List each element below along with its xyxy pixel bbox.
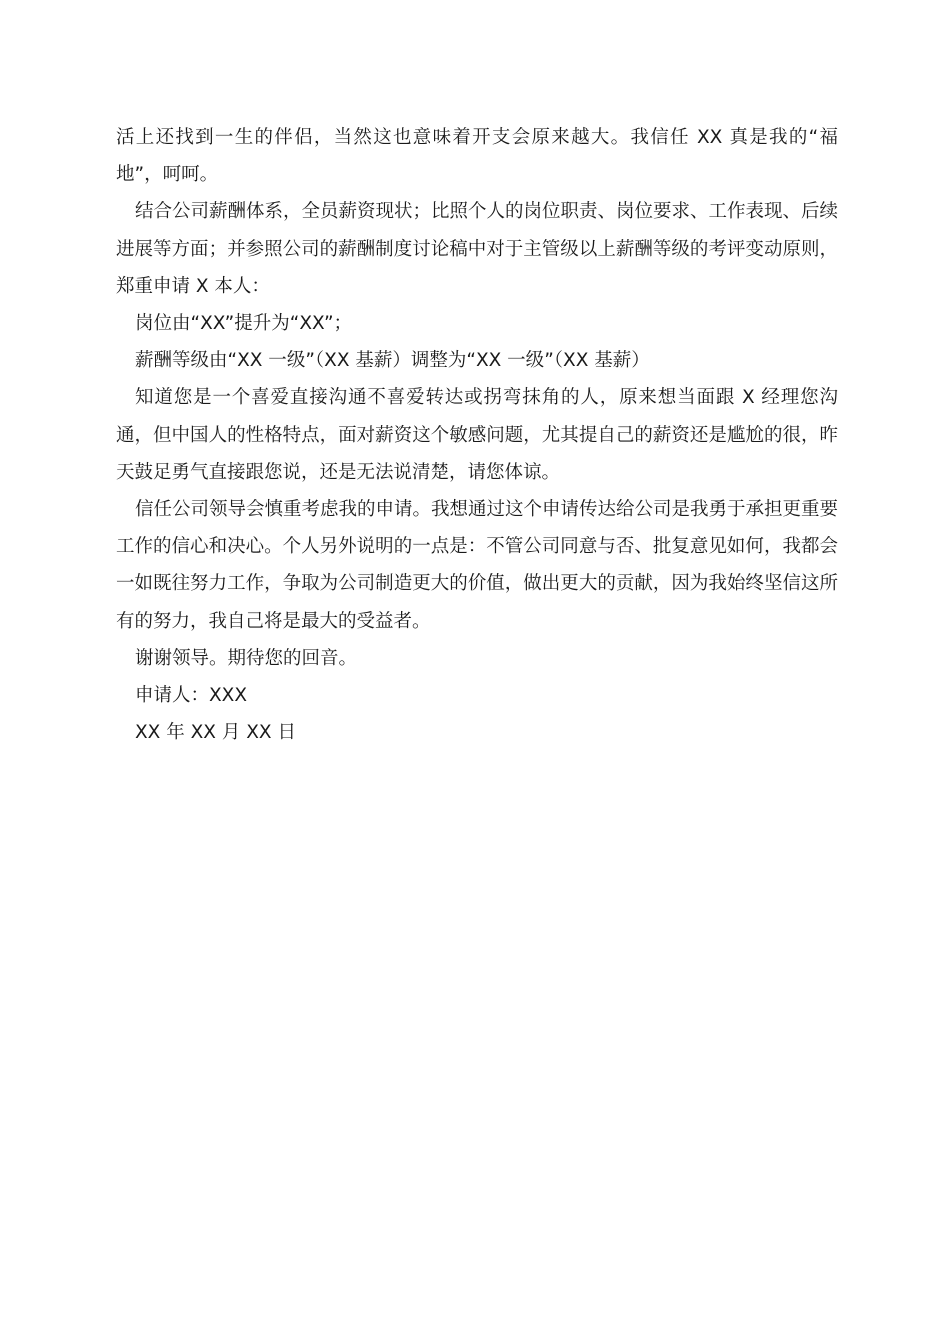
paragraph-salary-level-change: 薪酬等级由“XX 一级”（XX 基薪）调整为“XX 一级”（XX 基薪）	[135, 350, 650, 372]
paragraph-communication: 知道您是一个喜爱直接沟通不喜爱转达或拐弯抹角的人，原来想当面跟 X 经理您沟通，但中国人的性格特点，面对薪资这个敏感问题，尤其提自己的薪资还是尴尬的很，昨天鼓足勇气直接跟您说，还是无法说清楚，请您体谅。	[116, 387, 838, 483]
paragraph-thanks: 谢谢领导。期待您的回音。	[135, 647, 358, 669]
paragraph-commitment: 信任公司领导会慎重考虑我的申请。我想通过这个申请传达给公司是我勇于承担更重要工作的信心和决心。个人另外说明的一点是：不管公司同意与否、批复意见如何，我都会一如既往努力工作，争取为公司制造更大的价值，做出更大的贡献，因为我始终坚信这所有的努力，我自己将是最大的受益者。	[116, 499, 839, 632]
paragraph-salary-basis: 结合公司薪酬体系，全员薪资现状；比照个人的岗位职责、岗位要求、工作表现、后续进展等方面；并参照公司的薪酬制度讨论稿中对于主管级以上薪酬等级的考评变动原则，郑重申请 X 本人：	[116, 201, 839, 297]
paragraph-position-change: 岗位由“XX”提升为“XX”；	[135, 313, 353, 335]
date-line: XX 年 XX 月 XX 日	[135, 722, 296, 744]
paragraph-continuation: 活上还找到一生的伴侣，当然这也意味着开支会原来越大。我信任 XX 真是我的“福地”，呵呵。	[116, 127, 838, 186]
document-body	[116, 119, 838, 751]
applicant-signature: 申请人：XXX	[135, 685, 248, 707]
